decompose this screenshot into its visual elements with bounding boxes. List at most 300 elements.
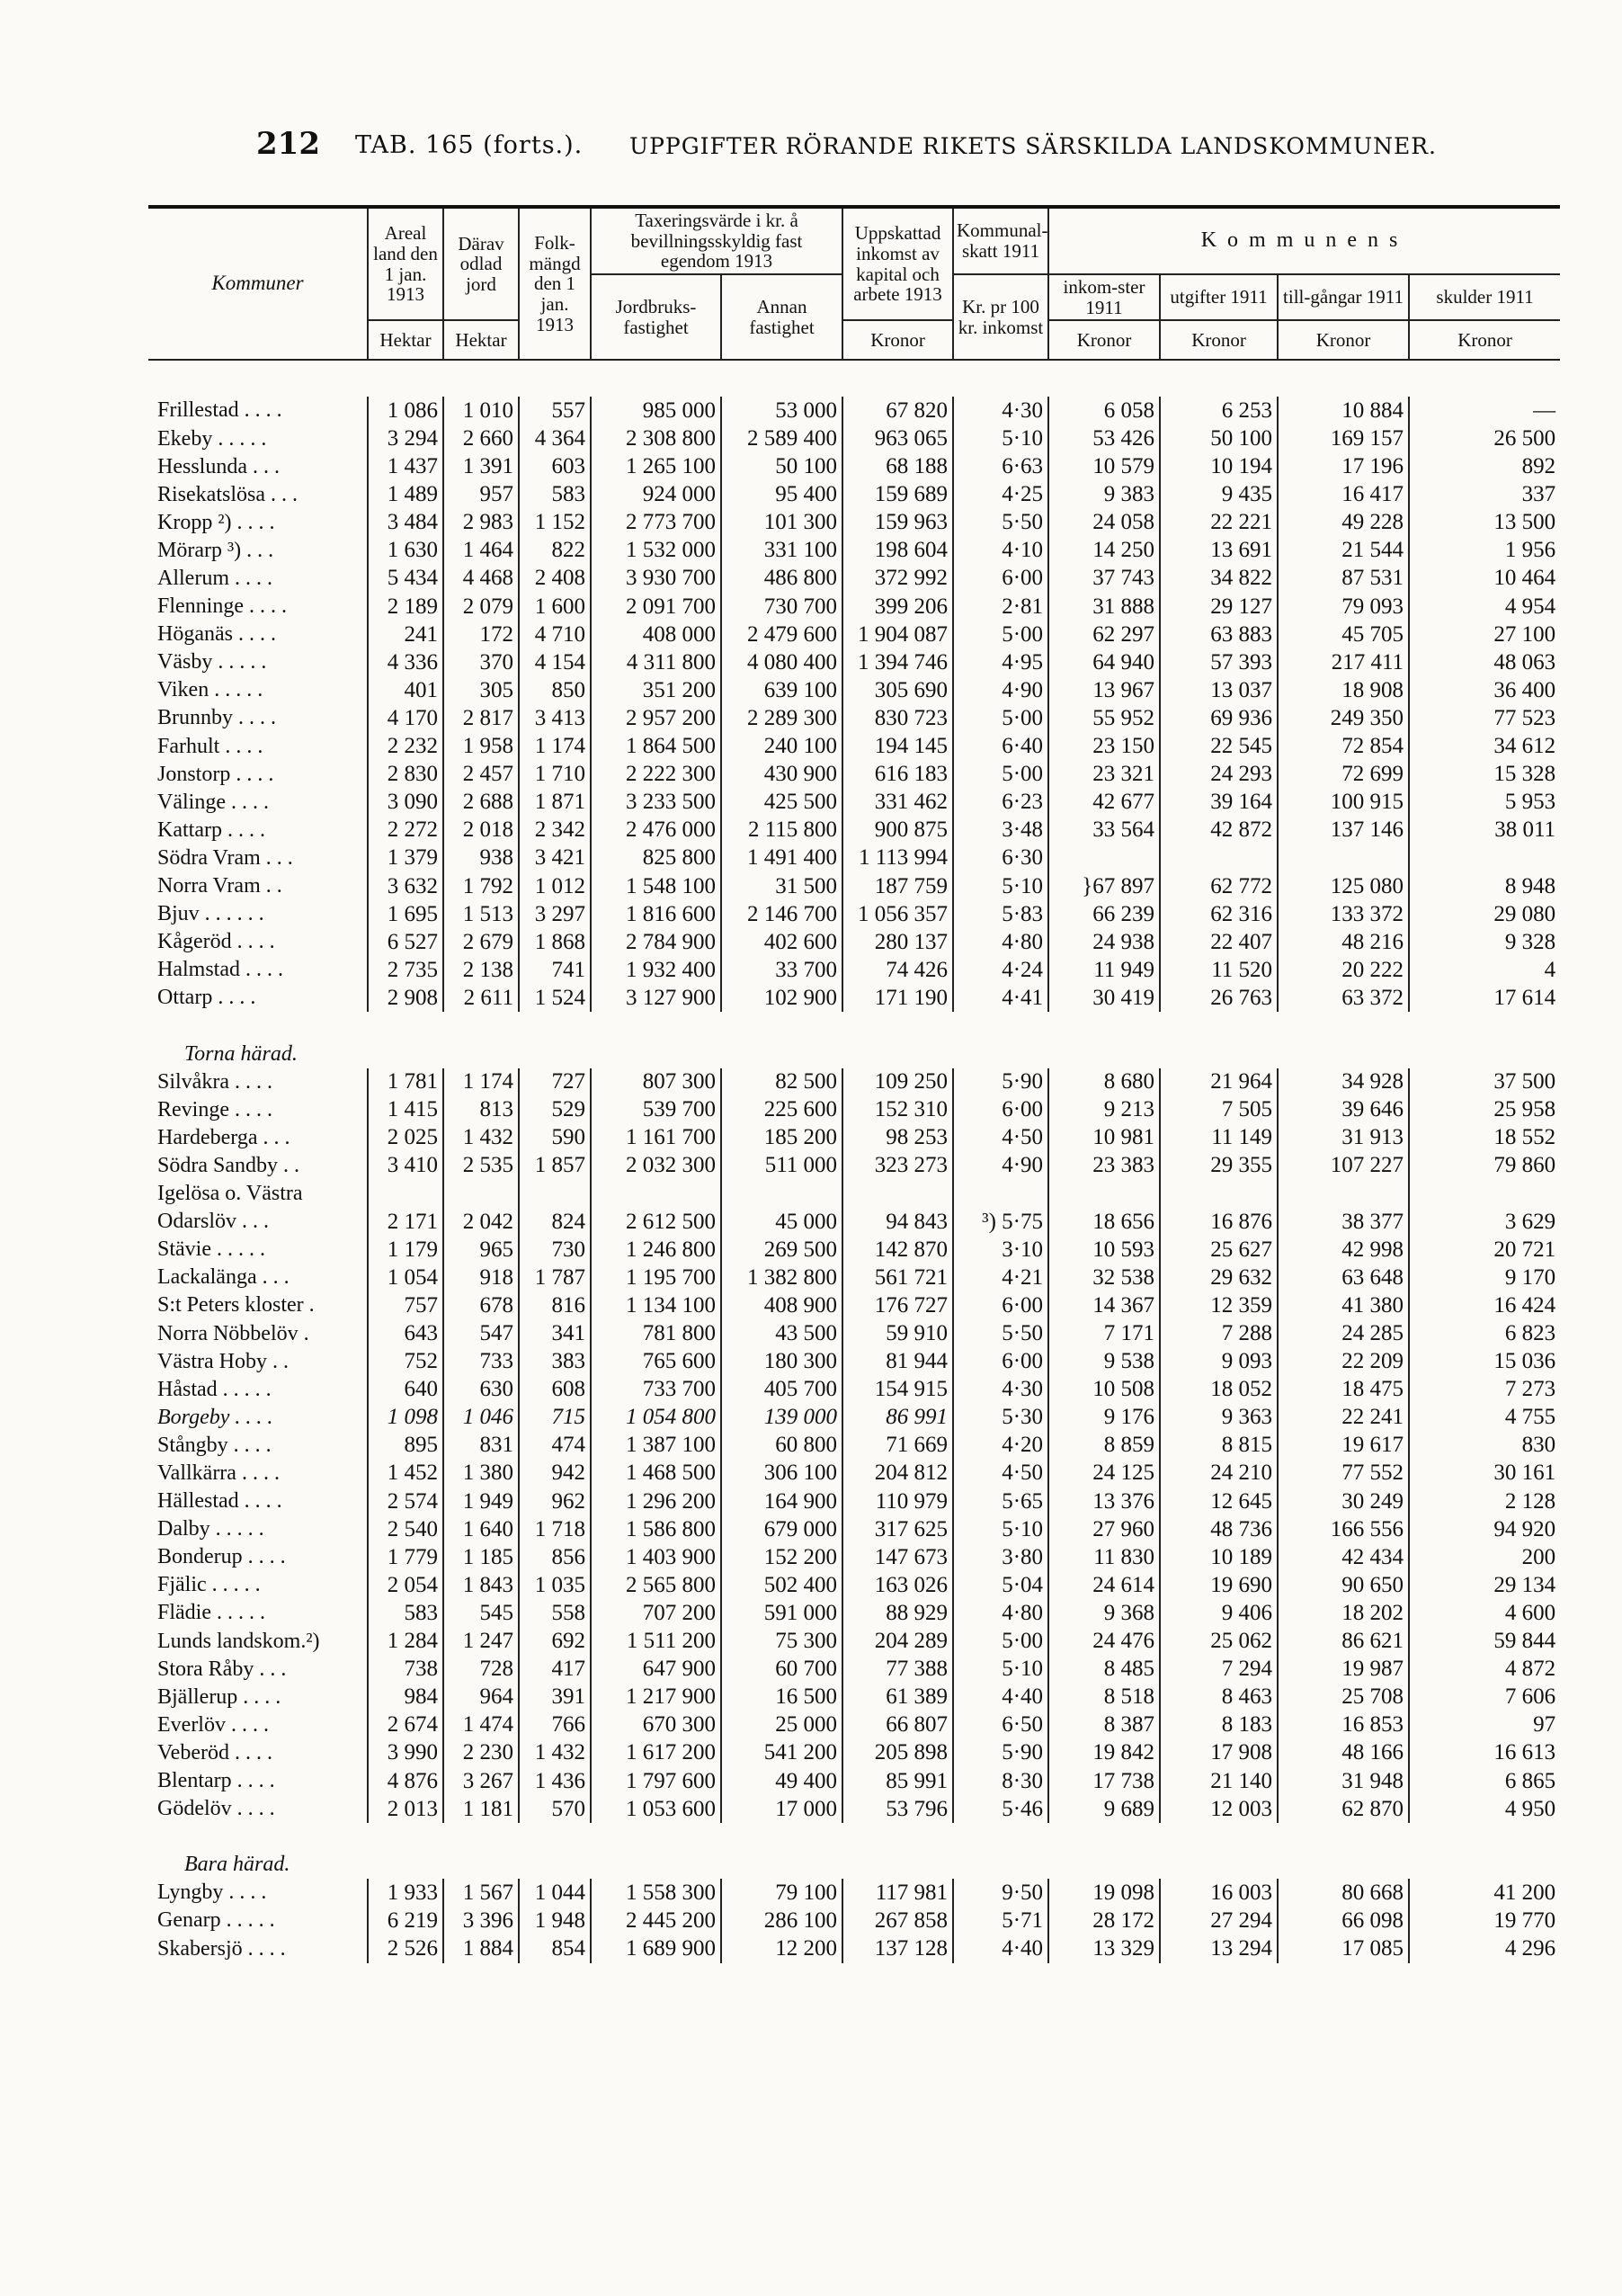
cell-areal: 1 415 (368, 1096, 443, 1124)
cell-jordbruksfastighet: 2 784 900 (591, 928, 721, 956)
cell-annan-fastighet: 53 000 (721, 397, 842, 424)
cell-annan-fastighet: 408 900 (721, 1291, 842, 1319)
cell-utgifter: 50 100 (1160, 424, 1278, 452)
cell-tillgangar: 18 475 (1278, 1376, 1409, 1404)
cell-jordbruksfastighet: 1 816 600 (591, 900, 721, 928)
cell-inkomster: 62 297 (1048, 621, 1160, 648)
cell-folkmangd: 391 (519, 1684, 591, 1711)
cell-folkmangd: 558 (519, 1599, 591, 1627)
cell-odlad-jord: 3 396 (443, 1907, 519, 1934)
cell-skulder: 6 823 (1409, 1319, 1560, 1347)
cell-kommunalskatt: 5·00 (953, 704, 1048, 732)
cell-odlad-jord: 172 (443, 621, 519, 648)
table-row (148, 1515, 1560, 1543)
kommun-name: Mörarp ³) . . . (157, 538, 274, 562)
table-row (148, 844, 1560, 872)
cell-areal: 895 (368, 1432, 443, 1460)
cell-areal: 3 294 (368, 424, 443, 452)
cell-skulder: 4 600 (1409, 1599, 1560, 1627)
cell-utgifter (1160, 1180, 1278, 1208)
cell-utgifter: 6 253 (1160, 397, 1278, 424)
cell-uppskattad-inkomst: 159 963 (842, 509, 953, 537)
table-row (148, 1180, 1560, 1208)
table-row (148, 1879, 1560, 1907)
cell-utgifter: 8 815 (1160, 1432, 1278, 1460)
kommun-name: Bonderup . . . . (157, 1545, 286, 1569)
cell-annan-fastighet: 152 200 (721, 1543, 842, 1571)
cell-utgifter: 9 435 (1160, 481, 1278, 509)
cell-areal: 2 054 (368, 1571, 443, 1599)
cell-skulder: 6 865 (1409, 1767, 1560, 1795)
kommun-name: Igelösa o. Västra (157, 1182, 303, 1206)
cell-kommunalskatt: 4·80 (953, 928, 1048, 956)
kommun-name: Risekatslösa . . . (157, 482, 298, 506)
cell-skulder: 36 400 (1409, 676, 1560, 704)
cell-areal: 757 (368, 1291, 443, 1319)
header-uppskattad: Uppskattad inkomst av kapital och arbete 1913 (842, 207, 953, 320)
cell-uppskattad-inkomst: 331 462 (842, 789, 953, 817)
cell-tillgangar: 34 928 (1278, 1068, 1409, 1096)
cell-jordbruksfastighet: 733 700 (591, 1376, 721, 1404)
cell-skulder: 3 629 (1409, 1208, 1560, 1236)
cell-jordbruksfastighet: 2 032 300 (591, 1152, 721, 1180)
cell-skulder: 830 (1409, 1432, 1560, 1460)
cell-inkomster: 9 176 (1048, 1404, 1160, 1432)
cell-kommunalskatt: 6·00 (953, 565, 1048, 593)
cell-skulder: 4 755 (1409, 1404, 1560, 1432)
cell-tillgangar: 48 166 (1278, 1739, 1409, 1767)
cell-uppskattad-inkomst: 94 843 (842, 1208, 953, 1236)
cell-skulder: 4 296 (1409, 1935, 1560, 1963)
table-row (148, 1739, 1560, 1767)
cell-areal: 2 674 (368, 1711, 443, 1739)
cell-odlad-jord: 2 817 (443, 704, 519, 732)
cell-utgifter: 22 407 (1160, 928, 1278, 956)
cell-tillgangar: 62 870 (1278, 1795, 1409, 1823)
cell-inkomster: 11 830 (1048, 1543, 1160, 1571)
cell-uppskattad-inkomst: 137 128 (842, 1935, 953, 1963)
cell-utgifter: 18 052 (1160, 1376, 1278, 1404)
cell-uppskattad-inkomst: 305 690 (842, 676, 953, 704)
cell-inkomster: 9 689 (1048, 1795, 1160, 1823)
cell-areal: 3 990 (368, 1739, 443, 1767)
cell-folkmangd: 583 (519, 481, 591, 509)
cell-folkmangd: 2 342 (519, 817, 591, 844)
cell-uppskattad-inkomst: 900 875 (842, 817, 953, 844)
cell-tillgangar: 107 227 (1278, 1152, 1409, 1180)
kommun-name: Flädie . . . . . (157, 1601, 265, 1625)
cell-tillgangar: 137 146 (1278, 817, 1409, 844)
cell-uppskattad-inkomst: 280 137 (842, 928, 953, 956)
cell-annan-fastighet: 60 800 (721, 1432, 842, 1460)
cell-skulder: 10 464 (1409, 565, 1560, 593)
cell-annan-fastighet: 12 200 (721, 1935, 842, 1963)
kommun-name: Frillestad . . . . (157, 398, 282, 423)
cell-odlad-jord: 831 (443, 1432, 519, 1460)
cell-annan-fastighet: 50 100 (721, 453, 842, 481)
cell-skulder: 9 328 (1409, 928, 1560, 956)
cell-kommunalskatt: 5·00 (953, 621, 1048, 648)
cell-folkmangd: 715 (519, 1404, 591, 1432)
cell-jordbruksfastighet: 985 000 (591, 397, 721, 424)
cell-uppskattad-inkomst: 372 992 (842, 565, 953, 593)
cell-kommunalskatt: 4·40 (953, 1935, 1048, 1963)
table-row (148, 732, 1560, 760)
cell-kommunalskatt: 5·46 (953, 1795, 1048, 1823)
cell-jordbruksfastighet: 1 548 100 (591, 872, 721, 900)
cell-tillgangar: 166 556 (1278, 1515, 1409, 1543)
cell-folkmangd: 942 (519, 1460, 591, 1487)
cell-skulder: 19 770 (1409, 1907, 1560, 1934)
cell-kommunalskatt: 4·25 (953, 481, 1048, 509)
cell-odlad-jord: 1 247 (443, 1627, 519, 1655)
cell-odlad-jord: 2 535 (443, 1152, 519, 1180)
cell-uppskattad-inkomst: 98 253 (842, 1124, 953, 1152)
cell-folkmangd: 1 436 (519, 1767, 591, 1795)
cell-utgifter: 7 288 (1160, 1319, 1278, 1347)
cell-jordbruksfastighet: 408 000 (591, 621, 721, 648)
cell-skulder: 94 920 (1409, 1515, 1560, 1543)
cell-annan-fastighet: 95 400 (721, 481, 842, 509)
cell-areal: 1 489 (368, 481, 443, 509)
cell-tillgangar: 80 668 (1278, 1879, 1409, 1907)
table-row (148, 424, 1560, 452)
cell-annan-fastighet: 286 100 (721, 1907, 842, 1934)
cell-utgifter: 24 210 (1160, 1460, 1278, 1487)
cell-inkomster: 9 383 (1048, 481, 1160, 509)
cell-utgifter: 10 194 (1160, 453, 1278, 481)
cell-folkmangd: 1 600 (519, 593, 591, 621)
cell-kommunalskatt: 2·81 (953, 593, 1048, 621)
cell-odlad-jord: 630 (443, 1376, 519, 1404)
cell-skulder: 15 328 (1409, 761, 1560, 789)
cell-utgifter: 19 690 (1160, 1571, 1278, 1599)
cell-areal: 401 (368, 676, 443, 704)
cell-odlad-jord: 1 792 (443, 872, 519, 900)
cell-uppskattad-inkomst: 176 727 (842, 1291, 953, 1319)
cell-jordbruksfastighet: 1 296 200 (591, 1487, 721, 1515)
section-heading: Bara härad. (184, 1853, 290, 1877)
kommun-name: Bjuv . . . . . . (157, 902, 264, 926)
cell-utgifter (1160, 844, 1278, 872)
cell-odlad-jord: 813 (443, 1096, 519, 1124)
cell-inkomster: 24 614 (1048, 1571, 1160, 1599)
cell-skulder: 337 (1409, 481, 1560, 509)
cell-areal: 1 098 (368, 1404, 443, 1432)
table-row (148, 1543, 1560, 1571)
cell-kommunalskatt: 3·10 (953, 1236, 1048, 1264)
cell-skulder: 79 860 (1409, 1152, 1560, 1180)
table-row (148, 1460, 1560, 1487)
cell-skulder: 18 552 (1409, 1124, 1560, 1152)
cell-areal: 583 (368, 1599, 443, 1627)
kommun-name: Brunnby . . . . (157, 706, 276, 730)
header-kommuner: Kommuner (148, 207, 368, 360)
cell-annan-fastighet: 405 700 (721, 1376, 842, 1404)
cell-tillgangar: 39 646 (1278, 1096, 1409, 1124)
cell-tillgangar: 90 650 (1278, 1571, 1409, 1599)
cell-utgifter: 22 545 (1160, 732, 1278, 760)
cell-odlad-jord: 1 884 (443, 1935, 519, 1963)
cell-jordbruksfastighet: 707 200 (591, 1599, 721, 1627)
cell-odlad-jord: 1 432 (443, 1124, 519, 1152)
cell-uppskattad-inkomst: 267 858 (842, 1907, 953, 1934)
table-row (148, 509, 1560, 537)
cell-inkomster: 31 888 (1048, 593, 1160, 621)
kommun-name: Hardeberga . . . (157, 1125, 290, 1149)
cell-odlad-jord: 1 513 (443, 900, 519, 928)
cell-utgifter: 39 164 (1160, 789, 1278, 817)
kommun-name: Genarp . . . . . (157, 1908, 275, 1933)
cell-tillgangar: 63 648 (1278, 1264, 1409, 1291)
table-row (148, 1208, 1560, 1236)
table-row (148, 956, 1560, 984)
cell-areal: 1 630 (368, 537, 443, 565)
cell-folkmangd: 1 718 (519, 1515, 591, 1543)
cell-odlad-jord: 964 (443, 1684, 519, 1711)
cell-uppskattad-inkomst: 194 145 (842, 732, 953, 760)
cell-jordbruksfastighet: 765 600 (591, 1348, 721, 1376)
cell-kommunalskatt: 4·10 (953, 537, 1048, 565)
cell-jordbruksfastighet: 2 445 200 (591, 1907, 721, 1934)
cell-utgifter: 12 645 (1160, 1487, 1278, 1515)
header-areal: Areal land den 1 jan. 1913 (368, 207, 443, 320)
cell-tillgangar: 41 380 (1278, 1291, 1409, 1319)
cell-annan-fastighet: 511 000 (721, 1152, 842, 1180)
table-row (148, 1096, 1560, 1124)
cell-folkmangd: 1 174 (519, 732, 591, 760)
cell-kommunalskatt: 4·24 (953, 956, 1048, 984)
cell-inkomster: 8 518 (1048, 1684, 1160, 1711)
spacer-cell (148, 360, 1560, 397)
cell-odlad-jord: 2 018 (443, 817, 519, 844)
cell-utgifter: 8 463 (1160, 1684, 1278, 1711)
cell-skulder: 5 953 (1409, 789, 1560, 817)
cell-inkomster: 24 125 (1048, 1460, 1160, 1487)
cell-areal: 2 171 (368, 1208, 443, 1236)
cell-folkmangd: 816 (519, 1291, 591, 1319)
cell-tillgangar: 45 705 (1278, 621, 1409, 648)
cell-jordbruksfastighet: 2 957 200 (591, 704, 721, 732)
cell-areal: 1 284 (368, 1627, 443, 1655)
cell-kommunalskatt: 5·30 (953, 1404, 1048, 1432)
cell-annan-fastighet: 591 000 (721, 1599, 842, 1627)
table-row (148, 1348, 1560, 1376)
cell-folkmangd: 962 (519, 1487, 591, 1515)
cell-jordbruksfastighet: 1 864 500 (591, 732, 721, 760)
cell-uppskattad-inkomst: 117 981 (842, 1879, 953, 1907)
kommun-name: Kågeröd . . . . (157, 930, 275, 954)
cell-kommunalskatt: 4·40 (953, 1684, 1048, 1711)
cell-skulder: 16 613 (1409, 1739, 1560, 1767)
spacer-row (148, 1823, 1560, 1851)
cell-annan-fastighet: 60 700 (721, 1656, 842, 1684)
cell-tillgangar: 22 241 (1278, 1404, 1409, 1432)
cell-areal: 1 933 (368, 1879, 443, 1907)
cell-inkomster: 9 368 (1048, 1599, 1160, 1627)
cell-inkomster: 27 960 (1048, 1515, 1160, 1543)
cell-kommunalskatt: 9·50 (953, 1879, 1048, 1907)
cell-odlad-jord: 1 640 (443, 1515, 519, 1543)
table-row (148, 1432, 1560, 1460)
cell-skulder: 17 614 (1409, 984, 1560, 1012)
table-row (148, 928, 1560, 956)
cell-kommunalskatt: 5·10 (953, 1515, 1048, 1543)
cell-skulder: 25 958 (1409, 1096, 1560, 1124)
cell-areal: 3 090 (368, 789, 443, 817)
cell-areal: 1 437 (368, 453, 443, 481)
cell-skulder: 34 612 (1409, 732, 1560, 760)
header-utgifter: utgifter 1911 (1160, 274, 1278, 320)
kommun-name: Revinge . . . . (157, 1097, 272, 1121)
cell-skulder: 27 100 (1409, 621, 1560, 648)
cell-inkomster: 66 239 (1048, 900, 1160, 928)
table-row (148, 1487, 1560, 1515)
cell-tillgangar (1278, 844, 1409, 872)
cell-odlad-jord: 547 (443, 1319, 519, 1347)
cell-utgifter: 16 876 (1160, 1208, 1278, 1236)
spacer-cell (148, 1823, 1560, 1851)
cell-utgifter: 11 520 (1160, 956, 1278, 984)
cell-utgifter: 11 149 (1160, 1124, 1278, 1152)
cell-tillgangar: 18 202 (1278, 1599, 1409, 1627)
kommun-name: S:t Peters kloster . (157, 1293, 315, 1318)
cell-odlad-jord: 1 010 (443, 397, 519, 424)
cell-skulder: 7 273 (1409, 1376, 1560, 1404)
cell-inkomster: 17 738 (1048, 1767, 1160, 1795)
cell-skulder: 4 954 (1409, 593, 1560, 621)
table-row (148, 1264, 1560, 1291)
cell-tillgangar: 49 228 (1278, 509, 1409, 537)
cell-skulder: 97 (1409, 1711, 1560, 1739)
cell-annan-fastighet: 17 000 (721, 1795, 842, 1823)
table-row (148, 537, 1560, 565)
cell-areal: 1 695 (368, 900, 443, 928)
cell-tillgangar: 72 854 (1278, 732, 1409, 760)
cell-folkmangd: 529 (519, 1096, 591, 1124)
cell-utgifter: 8 183 (1160, 1711, 1278, 1739)
cell-jordbruksfastighet: 539 700 (591, 1096, 721, 1124)
cell-uppskattad-inkomst: 59 910 (842, 1319, 953, 1347)
cell-odlad-jord: 305 (443, 676, 519, 704)
cell-odlad-jord: 1 185 (443, 1543, 519, 1571)
cell-odlad-jord: 938 (443, 844, 519, 872)
cell-odlad-jord: 2 042 (443, 1208, 519, 1236)
cell-jordbruksfastighet: 2 565 800 (591, 1571, 721, 1599)
kommun-name: Södra Sandby . . (157, 1153, 299, 1177)
cell-folkmangd: 474 (519, 1432, 591, 1460)
spacer-cell (148, 1012, 1560, 1040)
cell-uppskattad-inkomst: 1 056 357 (842, 900, 953, 928)
cell-inkomster: 23 321 (1048, 761, 1160, 789)
cell-jordbruksfastighet: 781 800 (591, 1319, 721, 1347)
cell-utgifter: 12 003 (1160, 1795, 1278, 1823)
cell-annan-fastighet: 82 500 (721, 1068, 842, 1096)
cell-folkmangd: 1 524 (519, 984, 591, 1012)
cell-tillgangar: 22 209 (1278, 1348, 1409, 1376)
cell-uppskattad-inkomst: 154 915 (842, 1376, 953, 1404)
cell-tillgangar: 24 285 (1278, 1319, 1409, 1347)
cell-uppskattad-inkomst: 187 759 (842, 872, 953, 900)
cell-skulder: 7 606 (1409, 1684, 1560, 1711)
cell-inkomster: 11 949 (1048, 956, 1160, 984)
cell-kommunalskatt: 5·90 (953, 1739, 1048, 1767)
cell-kommunalskatt: 5·00 (953, 761, 1048, 789)
cell-annan-fastighet: 541 200 (721, 1739, 842, 1767)
cell-annan-fastighet: 639 100 (721, 676, 842, 704)
cell-odlad-jord: 678 (443, 1291, 519, 1319)
cell-tillgangar: 31 948 (1278, 1767, 1409, 1795)
table-row (148, 1571, 1560, 1599)
table-row (148, 1684, 1560, 1711)
cell-inkomster: 8 680 (1048, 1068, 1160, 1096)
cell-folkmangd: 3 413 (519, 704, 591, 732)
unit-kronor: Kronor (1278, 320, 1409, 360)
cell-kommunalskatt: 3·48 (953, 817, 1048, 844)
cell-tillgangar: 79 093 (1278, 593, 1409, 621)
cell-odlad-jord: 965 (443, 1236, 519, 1264)
cell-utgifter: 42 872 (1160, 817, 1278, 844)
table-row (148, 1907, 1560, 1934)
cell-tillgangar: 77 552 (1278, 1460, 1409, 1487)
cell-annan-fastighet: 185 200 (721, 1124, 842, 1152)
kommun-name: Lunds landskom.²) (157, 1629, 320, 1653)
cell-annan-fastighet: 306 100 (721, 1460, 842, 1487)
cell-odlad-jord: 1 174 (443, 1068, 519, 1096)
cell-folkmangd: 854 (519, 1935, 591, 1963)
cell-areal: 2 540 (368, 1515, 443, 1543)
table-row (148, 1935, 1560, 1963)
table-row (148, 1376, 1560, 1404)
cell-folkmangd (519, 1180, 591, 1208)
cell-skulder: 2 128 (1409, 1487, 1560, 1515)
cell-jordbruksfastighet: 3 127 900 (591, 984, 721, 1012)
table-row (148, 397, 1560, 424)
header-taxering: Taxeringsvärde i kr. å bevillningsskyldig fast egendom 1913 (591, 207, 842, 274)
cell-kommunalskatt: 5·50 (953, 1319, 1048, 1347)
cell-utgifter: 27 294 (1160, 1907, 1278, 1934)
cell-utgifter: 29 355 (1160, 1152, 1278, 1180)
cell-folkmangd: 1 152 (519, 509, 591, 537)
header-darav: Därav odlad jord (443, 207, 519, 320)
cell-areal: 640 (368, 1376, 443, 1404)
cell-folkmangd: 3 421 (519, 844, 591, 872)
spacer-row (148, 360, 1560, 397)
kommun-name: Odarslöv . . . (157, 1210, 269, 1234)
cell-skulder: 9 170 (1409, 1264, 1560, 1291)
cell-inkomster: 19 842 (1048, 1739, 1160, 1767)
kommun-name: Silvåkra . . . . (157, 1069, 272, 1094)
cell-areal: 3 484 (368, 509, 443, 537)
cell-folkmangd: 1 787 (519, 1264, 591, 1291)
table-row (148, 1599, 1560, 1627)
cell-annan-fastighet: 240 100 (721, 732, 842, 760)
cell-folkmangd: 822 (519, 537, 591, 565)
cell-folkmangd: 1 948 (519, 1907, 591, 1934)
cell-kommunalskatt: 8·30 (953, 1767, 1048, 1795)
cell-annan-fastighet: 79 100 (721, 1879, 842, 1907)
cell-tillgangar: 42 434 (1278, 1543, 1409, 1571)
cell-tillgangar: 17 196 (1278, 453, 1409, 481)
cell-jordbruksfastighet: 1 558 300 (591, 1879, 721, 1907)
cell-annan-fastighet: 2 589 400 (721, 424, 842, 452)
cell-uppskattad-inkomst: 74 426 (842, 956, 953, 984)
cell-uppskattad-inkomst: 198 604 (842, 537, 953, 565)
cell-jordbruksfastighet: 1 532 000 (591, 537, 721, 565)
cell-jordbruksfastighet: 647 900 (591, 1656, 721, 1684)
cell-odlad-jord: 2 983 (443, 509, 519, 537)
kommun-name: Skabersjö . . . . (157, 1936, 286, 1961)
